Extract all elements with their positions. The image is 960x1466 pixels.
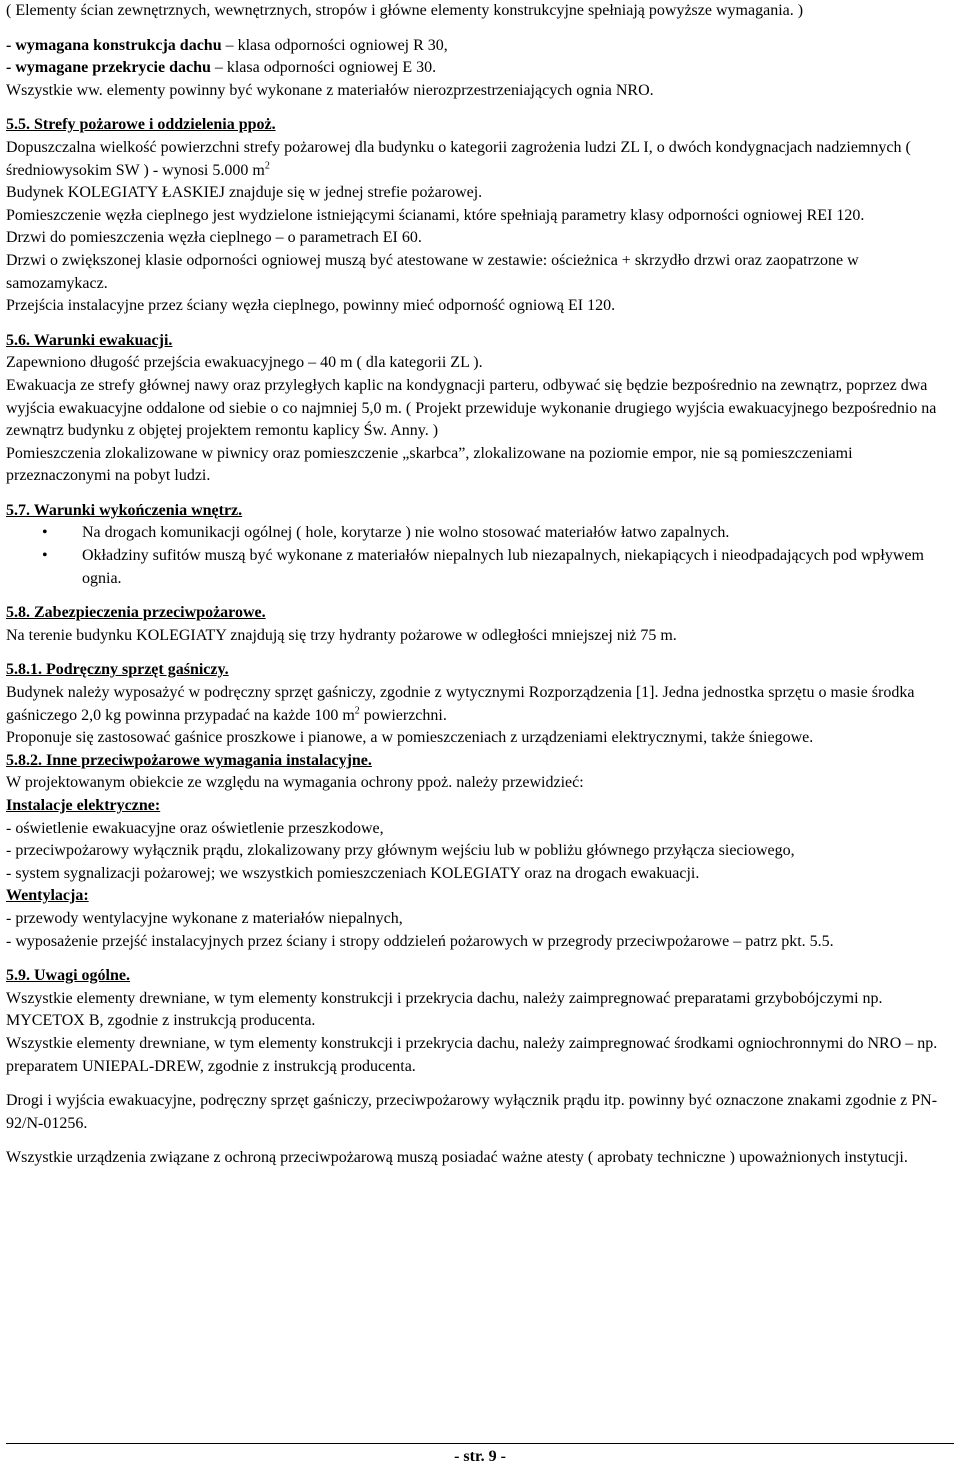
- section-5-5-p1: Dopuszczalna wielkość powierzchni strefy pożarowej dla budynku o kategorii zagrożenia ludzi ZL I, o dwóch kondygnacjach nadziemnych ( średniowysokim SW ) - wynosi 5.000 $m^2$: [6, 138, 911, 179]
- section-5-8-heading: 5.8. Zabezpieczenia przeciwpożarowe.: [6, 604, 266, 622]
- electrical-item: - przeciwpożarowy wyłącznik prądu, zlokalizowany przy głównym wejściu lub w pobliżu głównego przyłącza sieciowego,: [6, 842, 795, 860]
- list-item: • Okładziny sufitów muszą być wykonane z materiałów niepalnych lub niezapalnych, niekapiących i nieodpadających pod wpływem ognia.: [42, 547, 924, 587]
- electrical-item: - system sygnalizacji pożarowej; we wszystkich pomieszczeniach KOLEGIATY oraz na drogach ewakuacji.: [6, 864, 700, 882]
- section-5-9-p2: Wszystkie elementy drewniane, w tym elementy konstrukcji i przekrycia dachu, należy zaimpregnować środkami ogniochronnymi do NRO – np. preparatem UNIEPAL-DREW, zgodnie z instrukcją producenta.: [6, 1034, 938, 1075]
- footer-divider: [6, 1443, 954, 1444]
- section-5-6-heading: 5.6. Warunki ewakuacji.: [6, 331, 173, 349]
- section-5-9-p3: Drogi i wyjścia ewakuacyjne, podręczny sprzęt gaśniczy, przeciwpożarowy wyłącznik prądu itp. powinny być oznaczone znakami zgodnie z PN-92/N-01256.: [6, 1092, 938, 1132]
- section-5-5-p5: Drzwi o zwiększonej klasie odporności ogniowej muszą być atestowane w zestawie: ościeżnica + skrzydło drzwi oraz zaopatrzone w samozamykacz.: [6, 251, 859, 292]
- section-5-5-p3: Pomieszczenie węzła cieplnego jest wydzielone istniejącymi ścianami, które spełniają parametry klasy odporności ogniowej REI 120.: [6, 206, 865, 224]
- page-number: - str. 9 -: [454, 1448, 506, 1465]
- section-5-5-heading: 5.5. Strefy pożarowe i oddzielenia ppoż.: [6, 116, 276, 134]
- section-5-7-bullets: [6, 522, 954, 590]
- section-5-6-p2: Ewakuacja ze strefy głównej nawy oraz przyległych kaplic na kondygnacji parteru, odbywać się będzie bezpośrednio na zewnątrz, poprzez dwa wyjścia ewakuacyjne oddalone od siebie o co najmniej 5,0 m. ( Projekt przewiduje wykonanie drugiego wyjścia ewakuacyjnego bezpośrednio na zewnątrz budynku z objętej projektem remontu kaplicy Św. Anny. ): [6, 376, 937, 440]
- section-5-9-p4: Wszystkie urządzenia związane z ochroną przeciwpożarową muszą posiadać ważne atesty ( aprobaty techniczne ) upoważnionych instytucji.: [6, 1149, 908, 1167]
- section-5-8-2-p1: W projektowanym obiekcie ze względu na wymagania ochrony ppoż. należy przewidzieć:: [6, 774, 584, 792]
- section-5-8-p1: Na terenie budynku KOLEGIATY znajdują się trzy hydranty pożarowe w odległości mniejszej niż 75 m.: [6, 626, 677, 644]
- intro-paragraph: ( Elementy ścian zewnętrznych, wewnętrznych, stropów i główne elementy konstrukcyjne spełniają powyższe wymagania. ): [6, 2, 804, 19]
- electrical-item: - oświetlenie ewakuacyjne oraz oświetlenie przeszkodowe,: [6, 819, 384, 837]
- section-5-5-p6: Przejścia instalacyjne przez ściany węzła cieplnego, powinny mieć odporność ogniową EI 120.: [6, 297, 616, 315]
- section-5-5-p4: Drzwi do pomieszczenia węzła cieplnego – o parametrach EI 60.: [6, 229, 422, 247]
- bullet-icon: •: [42, 524, 48, 542]
- section-5-6-p1: Zapewniono długość przejścia ewakuacyjnego – 40 m ( dla kategorii ZL ).: [6, 354, 483, 372]
- section-5-8-2-heading: 5.8.2. Inne przeciwpożarowe wymagania instalacyjne.: [6, 751, 372, 769]
- section-5-8-1-p2: Proponuje się zastosować gaśnice proszkowe i pianowe, a w pomieszczeniach z urządzeniami elektrycznymi, także śniegowe.: [6, 729, 814, 747]
- ventilation-item: - wyposażenie przejść instalacyjnych przez ściany i stropy oddzieleń pożarowych w przegrody przeciwpożarowe – patrz pkt. 5.5.: [6, 932, 834, 950]
- section-5-9-heading: 5.9. Uwagi ogólne.: [6, 967, 130, 985]
- section-5-8-1-p1: Budynek należy wyposażyć w podręczny sprzęt gaśniczy, zgodnie z wytycznymi Rozporządzenia [1]. Jedna jednostka sprzętu o masie środka gaśniczego 2,0 kg powinna przypadać na każde 100 $m^2$ powierzchni.: [6, 684, 915, 724]
- section-5-7-heading: 5.7. Warunki wykończenia wnętrz.: [6, 501, 243, 519]
- list-item: • Na drogach komunikacji ogólnej ( hole, korytarze ) nie wolno stosować materiałów łatwo zapalnych.: [6, 522, 954, 545]
- document-page: [6, 0, 954, 1170]
- ventilation-item: - przewody wentylacyjne wykonane z materiałów niepalnych,: [6, 909, 403, 927]
- ventilation-heading: Wentylacja:: [6, 887, 89, 905]
- roof-line-2: - wymagane przekrycie dachu – klasa odporności ogniowej E 30.: [6, 59, 437, 77]
- section-5-5-p2: Budynek KOLEGIATY ŁASKIEJ znajduje się w jednej strefie pożarowej.: [6, 184, 483, 202]
- roof-line-1: - wymagana konstrukcja dachu – klasa odporności ogniowej R 30,: [6, 36, 448, 54]
- section-5-9-p1: Wszystkie elementy drewniane, w tym elementy konstrukcji i przekrycia dachu, należy zaimpregnować preparatami grzybobójczymi np. MYCETOX B, zgodnie z instrukcją producenta.: [6, 989, 883, 1030]
- roof-line-3: Wszystkie ww. elementy powinny być wykonane z materiałów nierozprzestrzeniających ognia NRO.: [6, 81, 654, 99]
- section-5-8-1-heading: 5.8.1. Podręczny sprzęt gaśniczy.: [6, 661, 229, 679]
- electrical-heading: Instalacje elektryczne:: [6, 797, 161, 814]
- section-5-6-p3: Pomieszczenia zlokalizowane w piwnicy oraz pomieszczenie „skarbca”, zlokalizowane na poziomie empor, nie są pomieszczeniami przeznaczonymi na pobyt ludzi.: [6, 444, 853, 485]
- bullet-icon: •: [42, 547, 48, 565]
